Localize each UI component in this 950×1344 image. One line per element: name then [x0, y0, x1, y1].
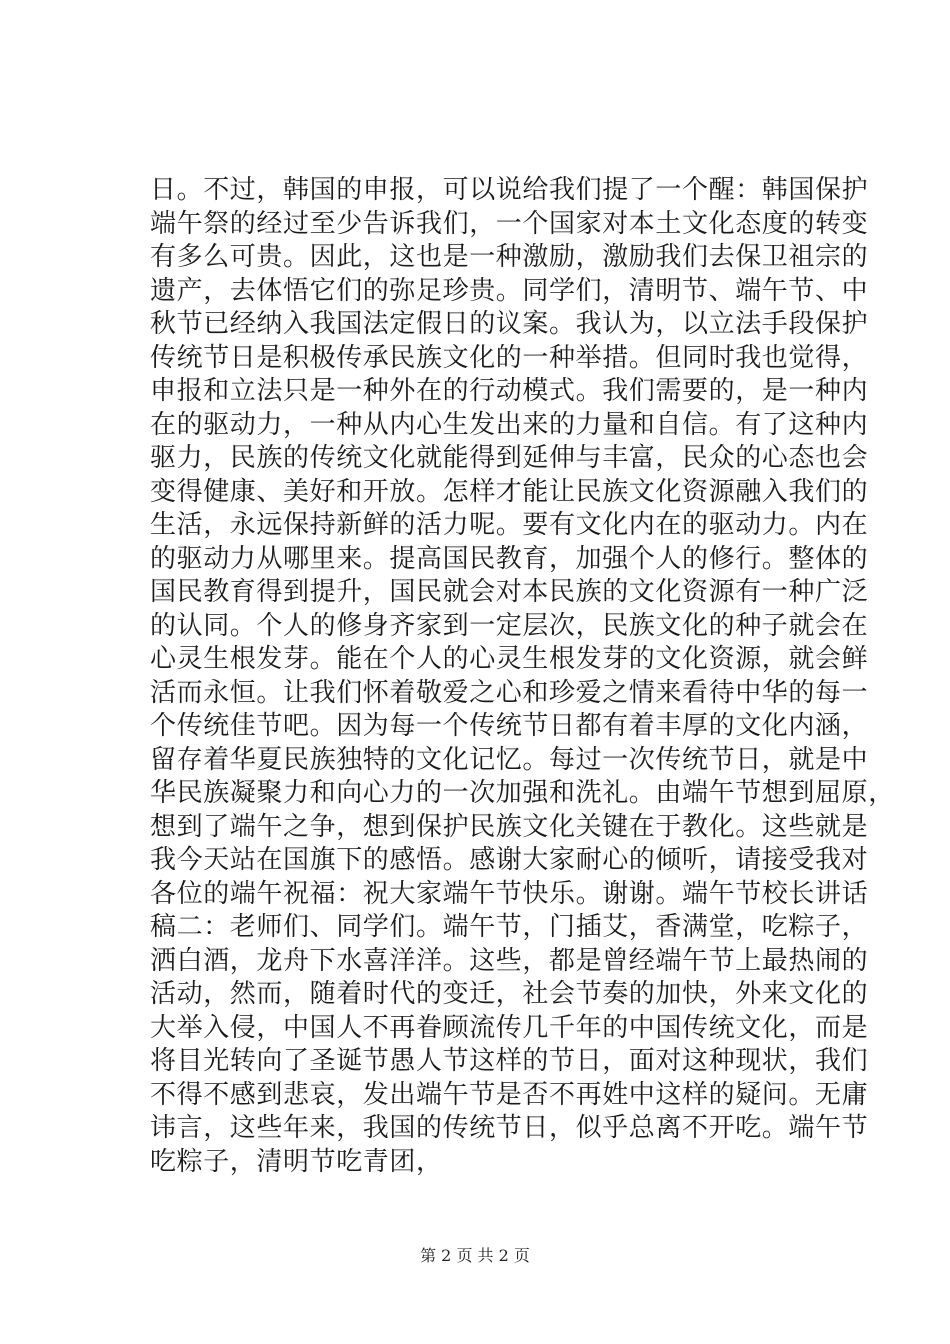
text-line: 的认同。个人的修身齐家到一定层次，民族文化的种子就会在: [150, 610, 869, 641]
text-line: 留存着华夏民族独特的文化记忆。每过一次传统节日，就是中: [150, 744, 869, 775]
text-line: 讳言，这些年来，我国的传统节日，似乎总离不开吃。端午节: [150, 1113, 869, 1143]
text-line: 个传统佳节吧。因为每一个传统节日都有着丰厚的文化内涵，: [150, 711, 869, 741]
text-line: 国民教育得到提升，国民就会对本民族的文化资源有一种广泛: [150, 577, 869, 607]
body-text: [150, 174, 895, 1179]
text-line: 在的驱动力，一种从内心生发出来的力量和自信。有了这种内: [150, 409, 869, 440]
text-line: 秋节已经纳入我国法定假日的议案。我认为，以立法手段保护: [150, 309, 869, 339]
text-line: 变得健康、美好和开放。怎样才能让民族文化资源融入我们的: [150, 476, 869, 507]
text-line: 将目光转向了圣诞节愚人节这样的节日，面对这种现状，我们: [150, 1046, 869, 1076]
text-line: 生活，永远保持新鲜的活力呢。要有文化内在的驱动力。内在: [150, 510, 869, 540]
text-line: 日。不过，韩国的申报，可以说给我们提了一个醒：韩国保护: [150, 175, 869, 205]
text-line: 洒白酒，龙舟下水喜洋洋。这些，都是曾经端午节上最热闹的: [150, 945, 869, 976]
text-line: 吃粽子，清明节吃青团，: [150, 1146, 443, 1177]
text-line: 心灵生根发芽。能在个人的心灵生根发芽的文化资源，就会鲜: [150, 644, 869, 674]
text-line: 华民族凝聚力和向心力的一次加强和洗礼。由端午节想到屈原，: [150, 778, 895, 808]
text-line: 申报和立法只是一种外在的行动模式。我们需要的，是一种内: [150, 376, 869, 406]
text-line: 稿二：老师们、同学们。端午节，门插艾，香满堂，吃粽子，: [150, 912, 869, 942]
text-line: 各位的端午祝福：祝大家端午节快乐。谢谢。端午节校长讲话: [150, 878, 869, 909]
page-number-footer: 第 2 页 共 2 页: [420, 1246, 530, 1265]
text-line: 活动，然而，随着时代的变迁，社会节奏的加快，外来文化的: [150, 979, 869, 1009]
text-line: 的驱动力从哪里来。提高国民教育，加强个人的修行。整体的: [150, 543, 869, 574]
text-line: 不得不感到悲哀，发出端午节是否不再姓中这样的疑问。无庸: [150, 1079, 869, 1110]
text-line: 大举入侵，中国人不再眷顾流传几千年的中国传统文化，而是: [150, 1012, 869, 1043]
text-line: 我今天站在国旗下的感悟。感谢大家耐心的倾听，请接受我对: [150, 845, 869, 875]
text-line: 驱力，民族的传统文化就能得到延伸与丰富，民众的心态也会: [150, 443, 869, 473]
text-line: 想到了端午之争，想到保护民族文化关键在于教化。这些就是: [150, 811, 869, 842]
text-line: 有多么可贵。因此，这也是一种激励，激励我们去保卫祖宗的: [150, 242, 869, 272]
text-line: 端午祭的经过至少告诉我们，一个国家对本土文化态度的转变: [150, 208, 869, 239]
text-line: 传统节日是积极传承民族文化的一种举措。但同时我也觉得，: [150, 342, 869, 373]
text-line: 活而永恒。让我们怀着敬爱之心和珍爱之情来看待中华的每一: [150, 677, 869, 708]
text-line: 遗产，去体悟它们的弥足珍贵。同学们，清明节、端午节、中: [150, 275, 869, 306]
